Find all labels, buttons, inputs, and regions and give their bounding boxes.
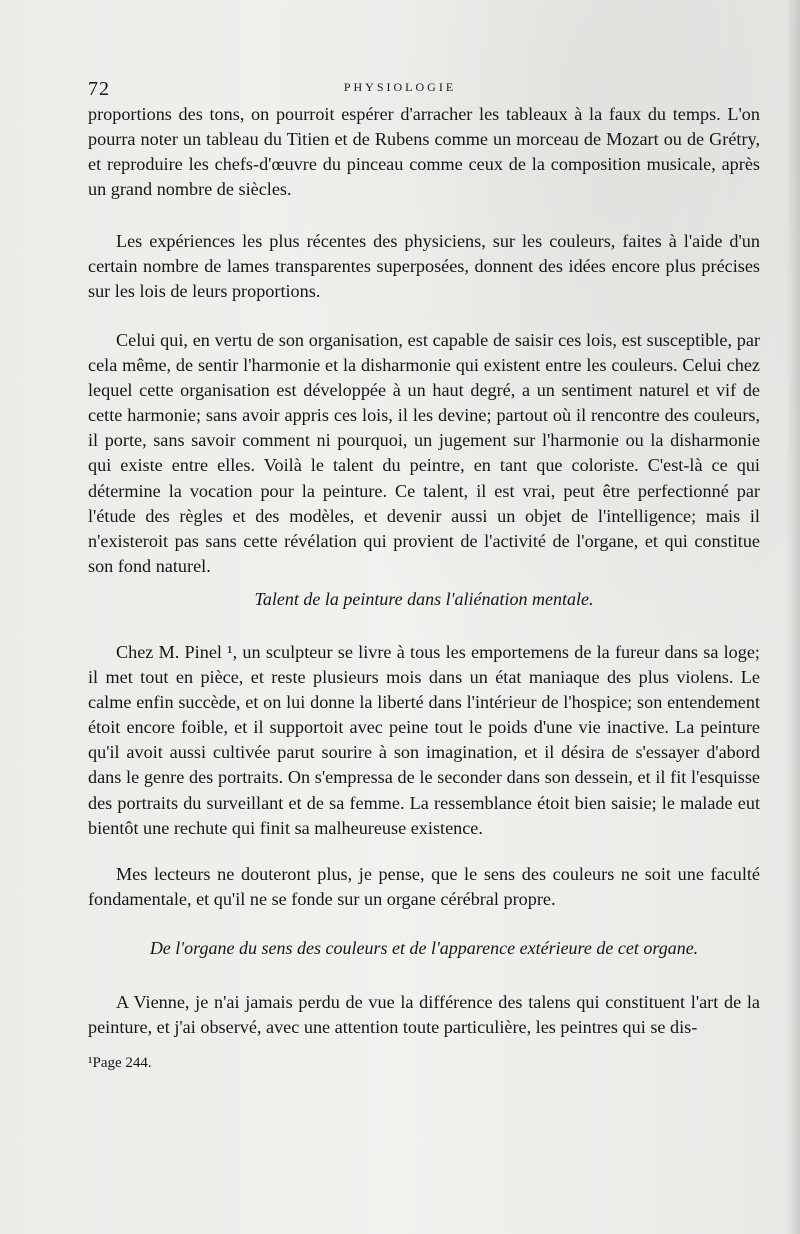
paragraph-text: proportions des tons, on pourroit espérer d'arracher les tableaux à la faux du temps. L'on pourra noter un tableau du Titien et de Rubens comme un morceau de Mozart ou de Grétry, et reproduire les chefs-d'œuvre du pinceau comme ceux de la composition musicale, après un grand nombre de siècles.: [88, 104, 760, 200]
paragraph-text: Celui qui, en vertu de son organisation, est capable de saisir ces lois, est susceptible, par cela même, de sentir l'harmonie et la disharmonie qui existent entre les couleurs. Celui chez lequel cette organisation est développée à un haut degré, a un sentiment naturel et vif de cette harmonie; sans avoir appris ces lois, il les devine; partout où il rencontre des couleurs, il porte, sans savoir comment ni pourquoi, un jugement sur l'harmonie ou la disharmonie qui existe entre elles. Voilà le talent du peintre, en tant que coloriste. C'est-là ce qui détermine la vocation pour la peinture. Ce talent, il est vrai, peut être perfectionné par l'étude des règles et des modèles, et devenir aussi un objet de l'intelligence; mais il n'existeroit pas sans cette révélation qui provient de l'activité de l'organe, et qui constitue son fond naturel.: [88, 330, 760, 576]
paragraph-4: [88, 640, 760, 841]
paragraph-text: A Vienne, je n'ai jamais perdu de vue la différence des talens qui constituent l'art de la peinture, et j'ai observé, avec une attention toute particulière, les peintres qui se dis-: [88, 992, 760, 1038]
paragraph-6: [88, 990, 760, 1040]
section-title-2: De l'organe du sens des couleurs et de l'apparence extérieure de cet organe.: [149, 938, 699, 958]
paragraph-1: [88, 102, 760, 202]
page-number: 72: [88, 78, 110, 100]
footnote: ¹Page 244.: [88, 1055, 152, 1071]
paragraph-5: [88, 862, 760, 912]
paragraph-3: [88, 328, 760, 579]
page-edge-shadow: [786, 0, 800, 1234]
paragraph-text: Les expériences les plus récentes des physiciens, sur les couleurs, faites à l'aide d'un certain nombre de lames transparentes superposées, donnent des idées encore plus précises sur les lois de leurs proportions.: [88, 231, 760, 302]
paragraph-2: [88, 229, 760, 304]
section-title-1: Talent de la peinture dans l'aliénation mentale.: [254, 589, 594, 609]
paragraph-text: Chez M. Pinel ¹, un sculpteur se livre à tous les emportemens de la fureur dans sa loge; il met tout en pièce, et reste plusieurs mois dans un état maniaque des plus violens. Le calme enfin succède, et on lui donne la liberté dans l'intérieur de l'hospice; son entendement étoit encore foible, et il supportoit avec peine tout le poids d'une vie inactive. La peinture qu'il avoit aussi cultivée parut sourire à son imagination, et il désira de s'essayer d'abord dans le genre des portraits. On s'empressa de le seconder dans son dessein, et il fit l'esquisse des portraits du surveillant et de sa femme. La ressemblance étoit bien saisie; le malade eut bientôt une rechute qui finit sa malheureuse existence.: [88, 642, 760, 838]
running-title: PHYSIOLOGIE: [343, 80, 457, 94]
paragraph-text: Mes lecteurs ne douteront plus, je pense, que le sens des couleurs ne soit une faculté fondamentale, et qu'il ne se fonde sur un organe cérébral propre.: [88, 864, 760, 910]
